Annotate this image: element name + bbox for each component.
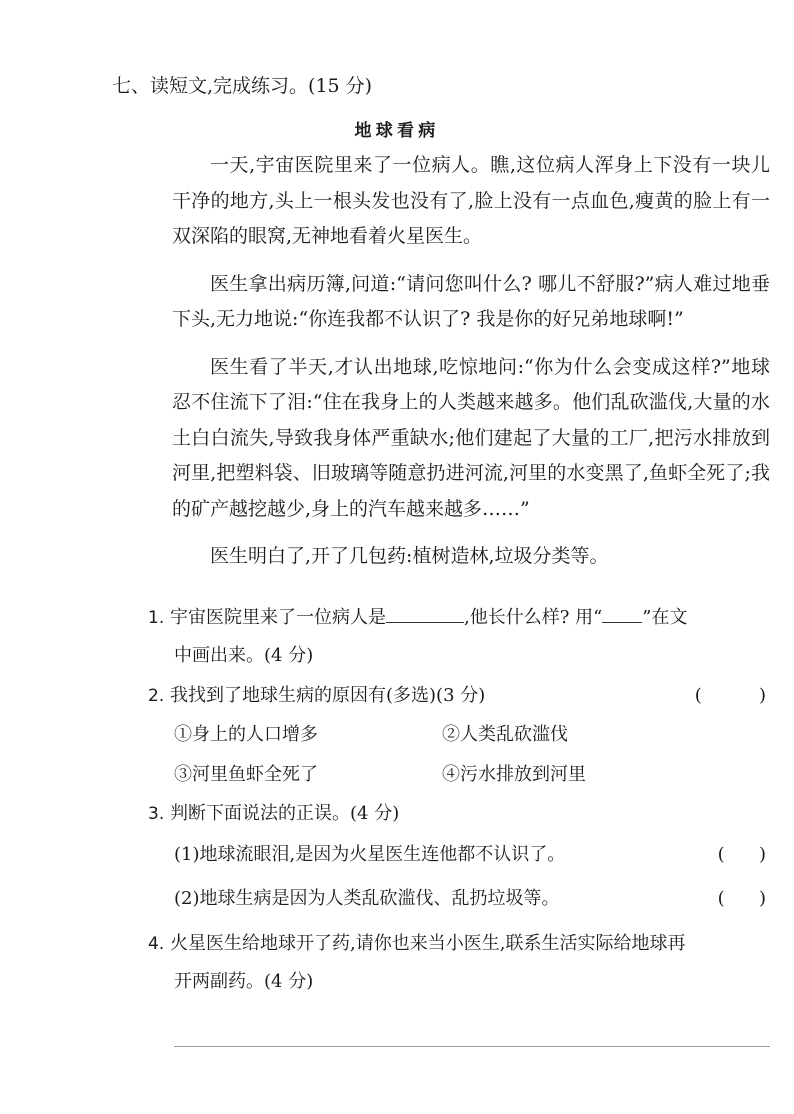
question-text: 宇宙医院里来了一位病人是 [170, 607, 386, 628]
question-1 [148, 598, 770, 637]
statement-text: (2)地球生病是因为人类乱砍滥伐、乱扔垃圾等。 [174, 888, 560, 909]
question-text: 中画出来。(4 分) [174, 645, 314, 666]
answer-line[interactable] [174, 1046, 770, 1047]
question-text: 火星医生给地球开了药,请你也来当小医生,联系生活实际给地球再 [170, 933, 686, 954]
underline-mark-sample [602, 598, 642, 623]
question-2 [148, 677, 770, 715]
paragraph: 医生明白了,开了几包药:植树造林,垃圾分类等。 [210, 545, 609, 567]
paragraph: 一天,宇宙医院里来了一位病人。瞧,这位病人浑身上下没有一块儿干净的地方,头上一根头发也没有了,脸上没有一点血色,瘦黄的脸上有一双深陷的眼窝,无神地看着火星医生。 [172, 154, 770, 247]
option: ②人类乱砍滥伐 [442, 724, 568, 745]
question-number: 3. [148, 804, 165, 824]
question-3 [148, 795, 770, 833]
paragraph: 医生看了半天,才认出地球,吃惊地问:“你为什么会变成这样?”地球忍不住流下了泪:“住在我身上的人类越来越多。他们乱砍滥伐,大量的水土白白流失,导致我身体严重缺水;他们建起了大量的工厂,把污水排放到河里,把塑料袋、旧玻璃等随意扔进河流,河里的水变黑了,鱼虾全死了;我的矿产越挖越少,身上的汽车越来越多……” [172, 355, 770, 520]
question-2-options [148, 715, 770, 795]
questions [148, 598, 770, 1001]
question-4 [148, 925, 770, 963]
question-number: 1. [148, 608, 165, 628]
answer-blank[interactable] [386, 598, 464, 623]
answer-parentheses[interactable]: ( ) [717, 844, 766, 865]
section-title: 七、读短文,完成练习。(15 分) [112, 75, 373, 97]
paragraph: 医生拿出病历簿,问道:“请问您叫什么? 哪儿不舒服?”病人难过地垂下头,无力地说:“你连我都不认识了? 我是你的好兄弟地球啊!” [172, 272, 770, 330]
story-title: 地球看病 [354, 121, 440, 141]
answer-parentheses[interactable]: ( ) [694, 685, 766, 706]
question-text: ,他长什么样? 用“ [464, 607, 603, 628]
question-4-continued [148, 963, 770, 1001]
question-text: 判断下面说法的正误。(4 分) [170, 803, 400, 824]
question-1-continued [148, 637, 770, 675]
question-number: 2. [148, 686, 165, 706]
question-3-item-2 [148, 877, 770, 921]
question-3-item-1 [148, 833, 770, 877]
option: ①身上的人口增多 [174, 724, 318, 745]
answer-parentheses[interactable]: ( ) [717, 888, 766, 909]
option: ④污水排放到河里 [442, 764, 586, 785]
question-text: ”在文 [642, 607, 688, 628]
question-text: 开两副药。(4 分) [174, 971, 314, 992]
statement-text: (1)地球流眼泪,是因为火星医生连他都不认识了。 [174, 844, 566, 865]
question-number: 4. [148, 934, 165, 954]
option: ③河里鱼虾全死了 [174, 764, 318, 785]
question-text: 我找到了地球生病的原因有(多选)(3 分) [170, 685, 486, 706]
story-passage [172, 148, 770, 587]
